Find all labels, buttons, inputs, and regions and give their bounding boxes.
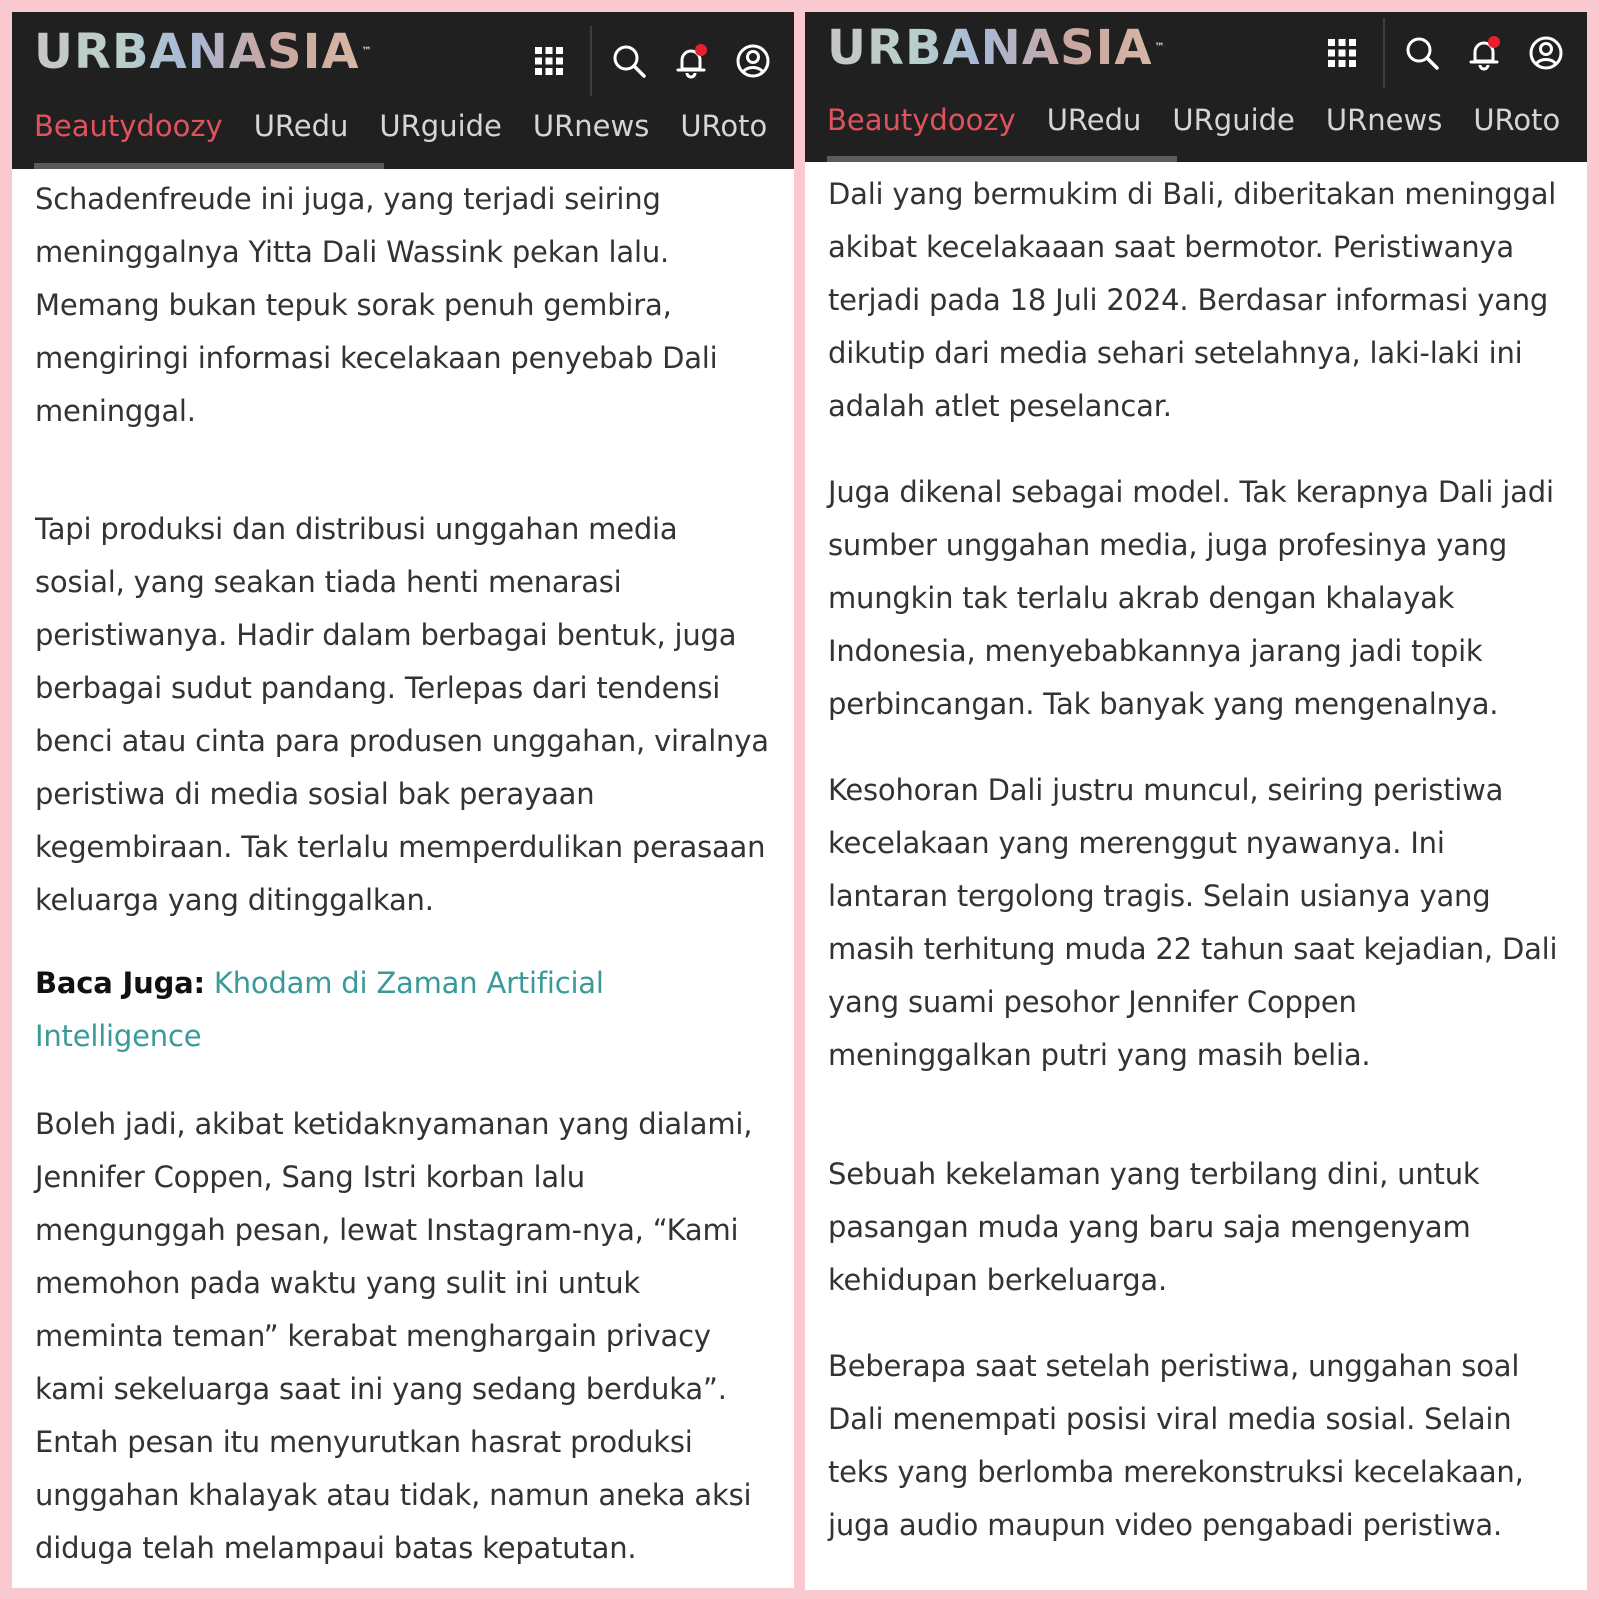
nav-item-urguide[interactable]: URguide [379, 109, 502, 143]
site-header [12, 12, 794, 169]
logo-trademark: ™ [1154, 42, 1166, 53]
nav-scroll-indicator [34, 163, 384, 169]
article-paragraph: Boleh jadi, akibat ketidaknyamanan yang dialami, Jennifer Coppen, Sang Istri korban lalu mengunggah pesan, lewat Instagram-nya, “Kami memohon pada waktu yang sulit ini untuk meminta teman” kerabat menghargain privacy kami sekeluarga saat ini yang sedang berduka”. Entah pesan itu menyurutkan hasrat produksi unggahan khalayak atau tidak, namun aneka aksi diduga telah melampaui batas kepatutan. [35, 1107, 753, 1565]
nav-item-urguide[interactable]: URguide [1172, 103, 1295, 137]
read-also [35, 957, 772, 1063]
article-body [12, 173, 794, 1575]
nav-item-uredu[interactable]: URedu [253, 109, 349, 143]
article-paragraph: Beberapa saat setelah peristiwa, unggahan soal Dali menempati posisi viral media sosial. Selain teks yang berlomba merekonstruksi kecelakaan, juga audio maupun video pengabadi peristiwa. [828, 1349, 1524, 1542]
nav-item-uredu[interactable]: URedu [1046, 103, 1142, 137]
site-logo[interactable] [827, 18, 1166, 78]
screenshot-panel-right [805, 12, 1587, 1590]
header-divider [590, 26, 592, 96]
nav-item-urnews[interactable]: URnews [532, 109, 650, 143]
header-divider [1383, 18, 1385, 88]
screenshot-panel-left [12, 12, 794, 1588]
header-icons [530, 26, 772, 96]
site-header [805, 12, 1587, 162]
nav-item-beautydoozy[interactable]: Beautydoozy [827, 103, 1016, 137]
user-icon[interactable] [1527, 34, 1565, 72]
bell-icon[interactable] [672, 42, 710, 80]
article-paragraph: Sebuah kekelaman yang terbilang dini, untuk pasangan muda yang baru saja mengenyam kehidupan berkeluarga. [828, 1157, 1480, 1297]
nav-item-uroto[interactable]: URoto [680, 109, 768, 143]
article-paragraph: Kesohoran Dali justru muncul, seiring peristiwa kecelakaan yang merenggut nyawanya. Ini lantaran tergolong tragis. Selain usianya yang masih terhitung muda 22 tahun saat kejadian, Dali yang suami pesohor Jennifer Coppen meninggalkan putri yang masih belia. [828, 773, 1558, 1072]
logo-text: URBANASIA [827, 20, 1153, 76]
logo-text: URBANASIA [34, 24, 360, 80]
bell-icon[interactable] [1465, 34, 1503, 72]
article-paragraph: Dali yang bermukim di Bali, diberitakan meninggal akibat kecelakaaan saat bermotor. Peristiwanya terjadi pada 18 Juli 2024. Berdasar informasi yang dikutip dari media sehari setelahnya, laki-laki ini adalah atlet peselancar. [828, 177, 1557, 423]
nav-item-beautydoozy[interactable]: Beautydoozy [34, 109, 223, 143]
grid-icon[interactable] [530, 42, 568, 80]
article-paragraph: Juga dikenal sebagai model. Tak kerapnya Dali jadi sumber unggahan media, juga profesinya yang mungkin tak terlalu akrab dengan khalayak Indonesia, menyebabkannya jarang jadi topik perbincangan. Tak banyak yang mengenalnya. [828, 475, 1554, 721]
header-icons [1323, 18, 1565, 88]
user-icon[interactable] [734, 42, 772, 80]
read-also-link[interactable]: Khodam di Zaman Artificial Intelligence [35, 966, 604, 1053]
site-logo[interactable] [34, 22, 373, 82]
read-also-label: Baca Juga: [35, 966, 205, 1000]
article-paragraph: Schadenfreude ini juga, yang terjadi seiring meninggalnya Yitta Dali Wassink pekan lalu. Memang bukan tepuk sorak penuh gembira, mengiringi informasi kecelakaan penyebab Dali meninggal. [35, 182, 718, 428]
nav-scroll-indicator [827, 156, 1177, 162]
nav-item-urnews[interactable]: URnews [1325, 103, 1443, 137]
grid-icon[interactable] [1323, 34, 1361, 72]
logo-trademark: ™ [361, 46, 373, 57]
search-icon[interactable] [1403, 34, 1441, 72]
nav-item-uroto[interactable]: URoto [1473, 103, 1561, 137]
article-body [805, 168, 1587, 1552]
search-icon[interactable] [610, 42, 648, 80]
category-nav [34, 104, 794, 148]
article-paragraph: Tapi produksi dan distribusi unggahan media sosial, yang seakan tiada henti menarasi peristiwanya. Hadir dalam berbagai bentuk, juga berbagai sudut pandang. Terlepas dari tendensi benci atau cinta para produsen unggahan, viralnya peristiwa di media sosial bak perayaan kegembiraan. Tak terlalu memperdulikan perasaan keluarga yang ditinggalkan. [35, 512, 769, 917]
category-nav [827, 98, 1587, 142]
